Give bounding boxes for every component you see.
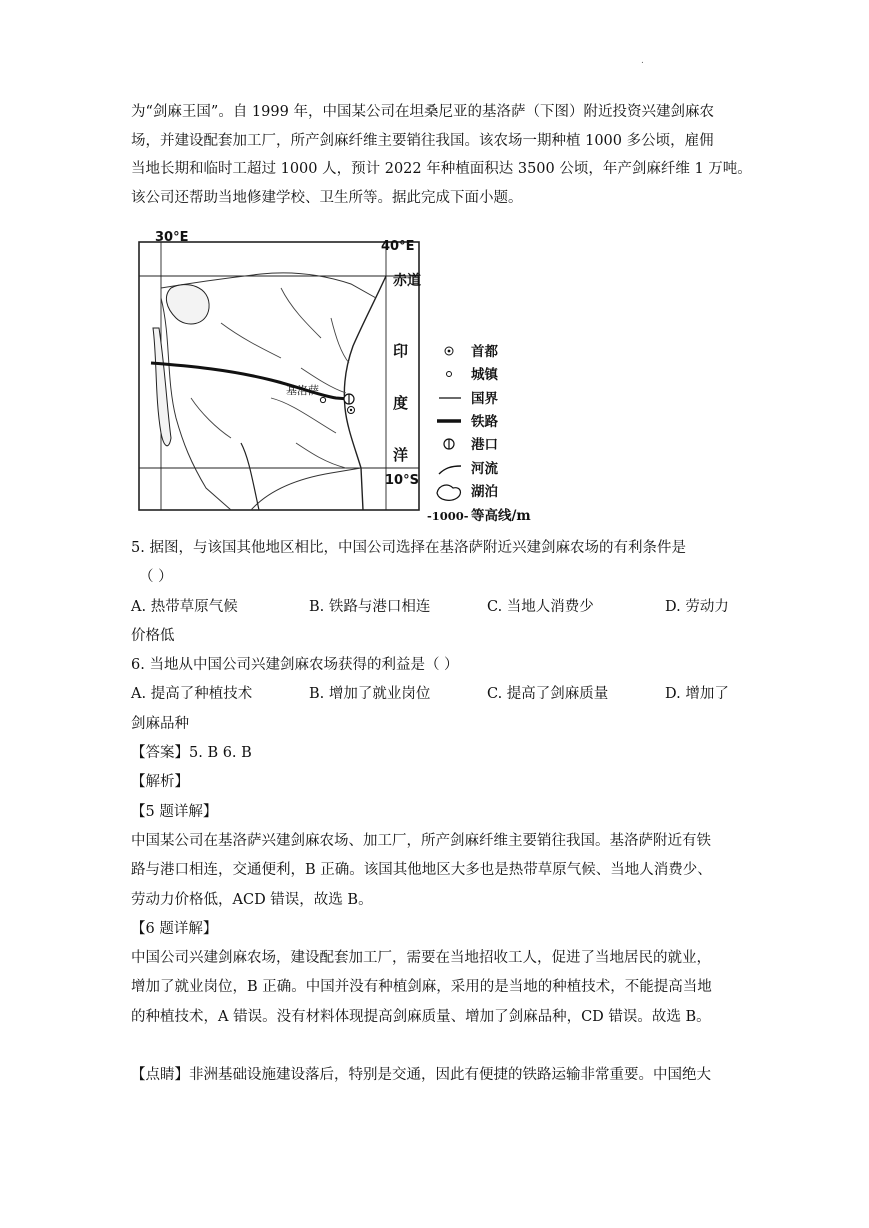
intro-line: 场，并建设配套加工厂，所产剑麻纤维主要销往我国。该农场一期种植 1000 多公顷，雇佣 bbox=[131, 132, 714, 149]
longitude-label-east: 40°E bbox=[381, 239, 415, 254]
ocean-label-char: 度 bbox=[393, 394, 409, 412]
intro-line: 当地长期和临时工超过 1000 人，预计 2022 年种植面积达 3500 公顷，年产剑麻纤维 1 万吨。 bbox=[131, 161, 752, 177]
contour-icon: -1000- bbox=[427, 509, 469, 523]
option-d: D. 增加了 bbox=[665, 686, 729, 703]
kilosa-label: 基洛萨 bbox=[286, 384, 319, 397]
lake-shape bbox=[153, 328, 171, 446]
legend-label: 国界 bbox=[471, 391, 498, 407]
lake-shape bbox=[166, 285, 209, 324]
legend-label: 城镇 bbox=[471, 367, 498, 383]
option-a: A. 热带草原气候 bbox=[131, 598, 238, 615]
question-6-stem: 6. 当地从中国公司兴建剑麻农场获得的利益是（ ） bbox=[131, 657, 459, 674]
question-5-options bbox=[131, 593, 746, 622]
railway-line bbox=[151, 363, 349, 399]
legend-label: 河流 bbox=[471, 461, 498, 477]
longitude-label-west: 30°E bbox=[155, 230, 189, 245]
legend-label: 湖泊 bbox=[471, 484, 498, 500]
answer-line: 【答案】5. B 6. B bbox=[131, 745, 252, 762]
border-line bbox=[251, 468, 361, 510]
tanzania-map-figure bbox=[131, 228, 551, 528]
detail-6-label: 【6 题详解】 bbox=[131, 920, 218, 937]
detail-5-line: 中国某公司在基洛萨兴建剑麻农场、加工厂，所产剑麻纤维主要销往我国。基洛萨附近有铁 bbox=[131, 832, 711, 849]
analysis-label: 【解析】 bbox=[131, 774, 189, 791]
intro-line: 该公司还帮助当地修建学校、卫生所等。据此完成下面小题。 bbox=[131, 189, 523, 206]
lake-icon bbox=[437, 485, 460, 500]
latitude-label: 10°S bbox=[385, 473, 419, 488]
river-icon bbox=[439, 466, 461, 474]
legend-label: 等高线/m bbox=[471, 508, 531, 524]
river-lines bbox=[191, 288, 349, 468]
question-6-options bbox=[131, 680, 746, 709]
ocean-label-char: 洋 bbox=[393, 446, 409, 464]
detail-6-line: 中国公司兴建剑麻农场，建设配套加工厂，需要在当地招收工人，促进了当地居民的就业， bbox=[131, 950, 711, 967]
question-6-option-tail: 剑麻品种 bbox=[131, 715, 189, 732]
capital-icon-center bbox=[448, 350, 451, 353]
map-frame bbox=[139, 242, 419, 510]
questions-and-answers bbox=[131, 534, 746, 1090]
option-b: B. 铁路与港口相连 bbox=[309, 598, 431, 615]
option-c: C. 提高了剑麻质量 bbox=[487, 686, 609, 703]
option-a: A. 提高了种植技术 bbox=[131, 686, 253, 703]
detail-6-line: 增加了就业岗位，B 正确。中国并没有种植剑麻，采用的是当地的种植技术，不能提高当地 bbox=[131, 979, 712, 996]
option-b: B. 增加了就业岗位 bbox=[309, 686, 431, 703]
paragraph-gap bbox=[131, 1032, 746, 1061]
border-line bbox=[161, 298, 231, 510]
option-d: D. 劳动力 bbox=[665, 598, 729, 615]
town-icon bbox=[447, 372, 452, 377]
question-5-stem: 5. 据图，与该国其他地区相比，中国公司选择在基洛萨附近兴建剑麻农场的有利条件是 bbox=[131, 540, 686, 556]
question-5-paren: （ ） bbox=[139, 569, 173, 586]
tip-line: 【点睛】非洲基础设施建设落后，特别是交通，因此有便捷的铁路运输非常重要。中国绝大 bbox=[131, 1067, 711, 1084]
capital-marker-center bbox=[350, 409, 352, 411]
lake-shape bbox=[241, 443, 259, 510]
detail-5-label: 【5 题详解】 bbox=[131, 803, 218, 820]
option-c: C. 当地人消费少 bbox=[487, 598, 594, 615]
question-5-option-tail: 价格低 bbox=[131, 627, 175, 644]
detail-5-line: 劳动力价格低，ACD 错误，故选 B。 bbox=[131, 891, 373, 908]
coastline bbox=[344, 276, 386, 510]
intro-line: 为“剑麻王国”。自 1999 年，中国某公司在坦桑尼亚的基洛萨（下图）附近投资兴建剑麻农 bbox=[131, 104, 714, 120]
legend-label: 首都 bbox=[471, 344, 498, 360]
intro-paragraph bbox=[131, 98, 752, 212]
detail-5-line: 路与港口相连，交通便利，B 正确。该国其他地区大多也是热带草原气候、当地人消费少、 bbox=[131, 862, 712, 879]
page-marker-dot: . bbox=[641, 56, 644, 66]
legend-label: 港口 bbox=[471, 437, 498, 453]
map-legend bbox=[427, 343, 531, 524]
ocean-label-char: 印 bbox=[393, 342, 409, 360]
equator-label: 赤道 bbox=[393, 273, 421, 289]
legend-label: 铁路 bbox=[471, 414, 498, 430]
detail-6-line: 的种植技术，A 错误。没有材料体现提高剑麻质量、增加了剑麻品种，CD 错误。故选 B。 bbox=[131, 1008, 711, 1025]
kilosa-town-marker bbox=[320, 397, 325, 402]
